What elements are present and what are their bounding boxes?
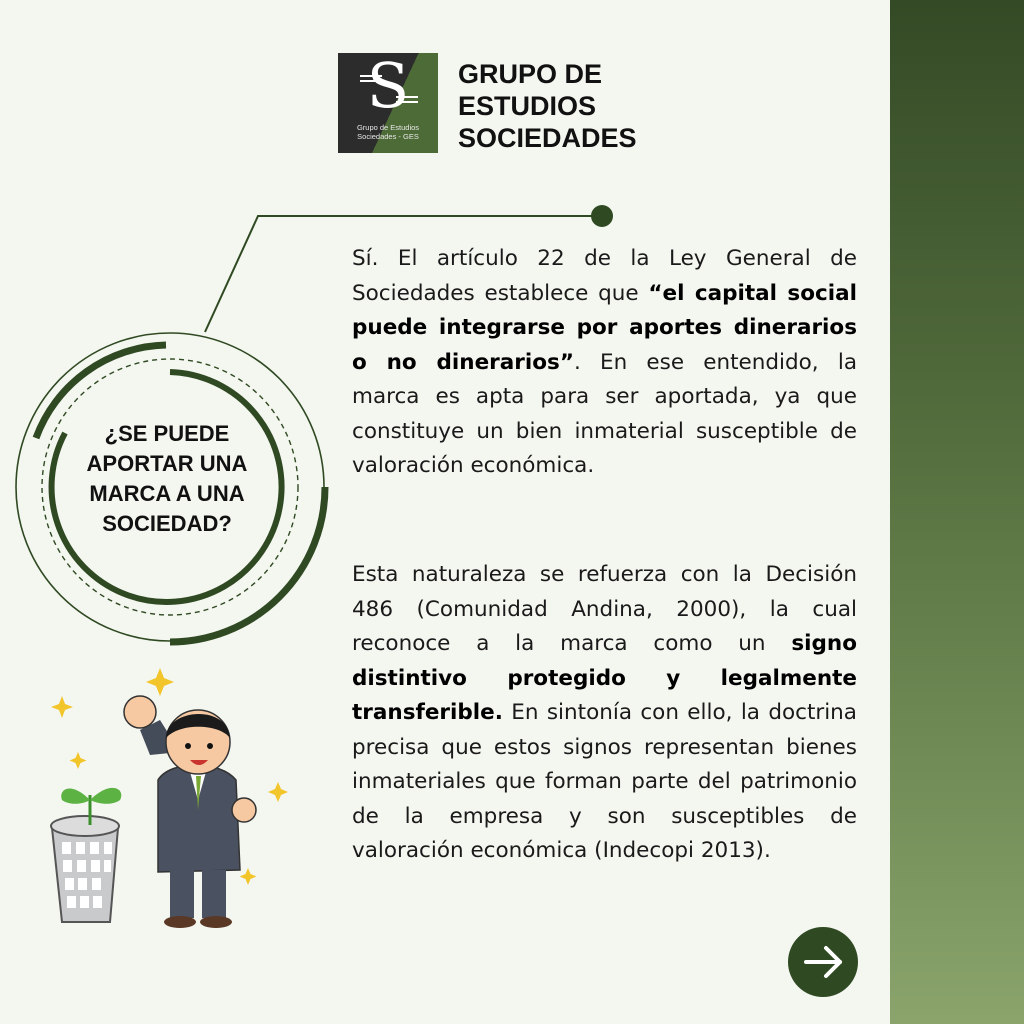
side-gradient-band	[890, 0, 1024, 1024]
logo-s-glyph: S	[366, 53, 410, 122]
question-heading	[72, 419, 262, 539]
question-line: APORTAR UNA	[86, 451, 248, 476]
question-line: ¿SE PUEDE	[104, 421, 230, 446]
answer-paragraph-2: Esta naturaleza se refuerza con la Decisión 486 (Comunidad Andina, 2000), la cual reconoce a la marca como un signo distintivo protegido y legalmente transferible. En sintonía con ello, la doctrina precisa que estos signos representan bienes inmateriales que forman parte del patrimonio de la empresa y son susceptibles de valoración económica (Indecopi 2013).	[352, 562, 857, 863]
next-button[interactable]	[788, 927, 858, 997]
businessman-illustration	[40, 660, 300, 940]
answer-paragraph-1: Sí. El artículo 22 de la Ley General de Sociedades establece que “el capital social puede integrarse por aportes dinerarios o no dinerarios”. En ese entendido, la marca es apta para ser aportada, ya que constituye un bien inmaterial susceptible de valoración económica.	[352, 246, 857, 478]
quoted-law-text: “el capital social puede integrarse por aportes dinerarios o no dinerarios”	[352, 280, 857, 375]
question-line: MARCA A UNA	[89, 481, 245, 506]
brand-title-line: SOCIEDADES	[458, 123, 637, 153]
emphasis-text: signo distintivo protegido y legalmente transferible.	[352, 631, 857, 725]
question-line: SOCIEDAD?	[102, 511, 232, 536]
arrow-right-icon	[788, 927, 858, 997]
connector-dot	[591, 205, 613, 227]
basket	[51, 816, 119, 922]
brand-title-line: GRUPO DE	[458, 59, 603, 89]
brand-title-line: ESTUDIOS	[458, 91, 597, 121]
logo-caption: Grupo de Estudios Sociedades - GES	[356, 123, 420, 141]
